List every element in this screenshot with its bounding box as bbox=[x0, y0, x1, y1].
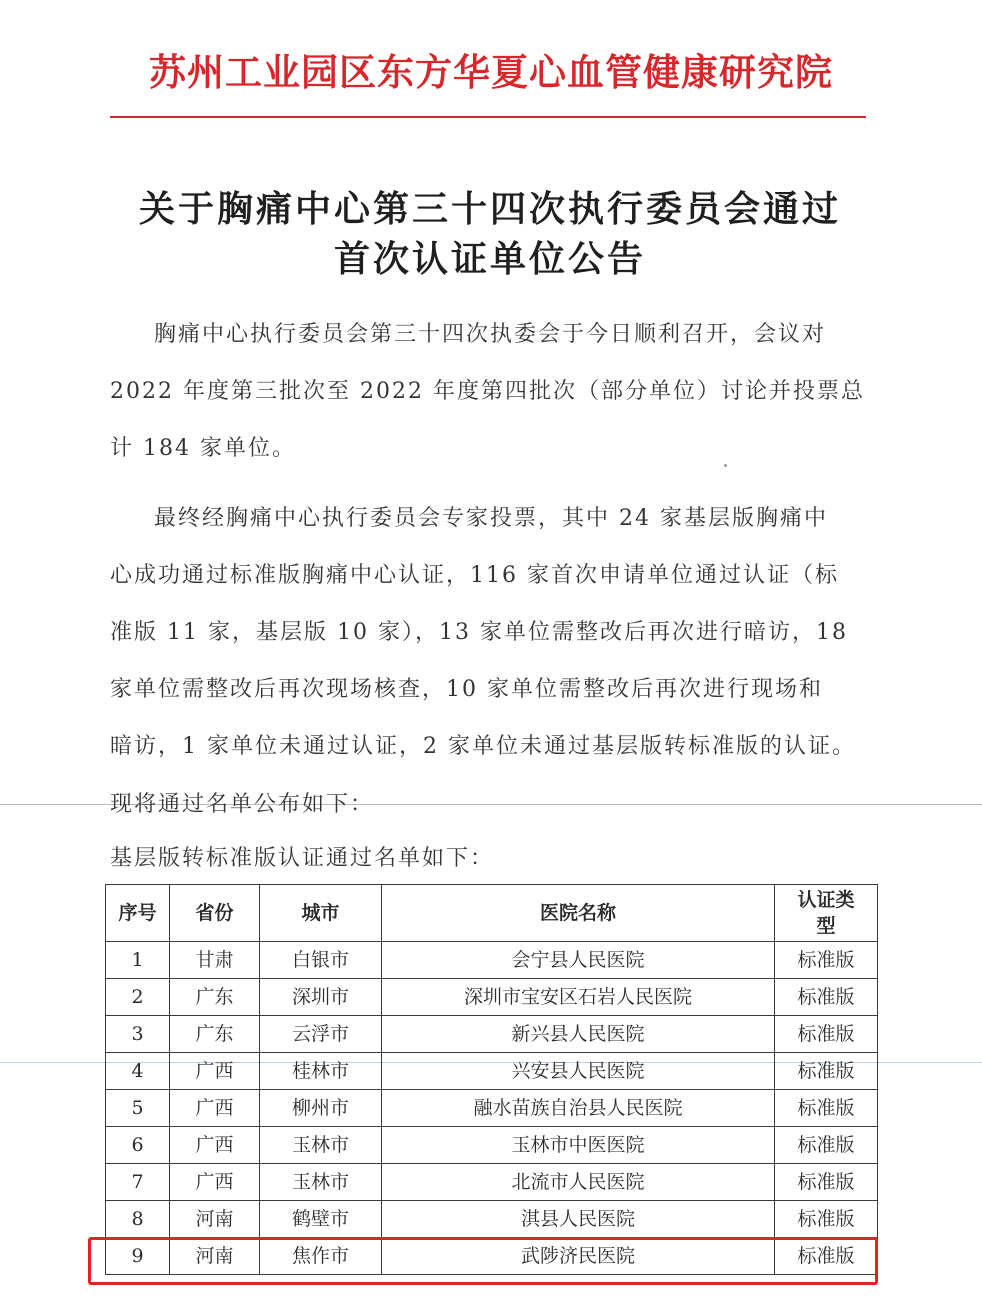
cell-hospital: 玉林市中医医院 bbox=[382, 1127, 775, 1164]
title-line-1: 关于胸痛中心第三十四次执行委员会通过 bbox=[138, 188, 841, 230]
table-header-row bbox=[106, 885, 878, 942]
table-row bbox=[106, 1201, 878, 1238]
cell-type: 标准版 bbox=[775, 1016, 878, 1053]
cell-no: 2 bbox=[106, 979, 170, 1016]
institute-header: 苏州工业园区东方华夏心血管健康研究院 bbox=[149, 50, 833, 94]
cell-city: 柳州市 bbox=[260, 1090, 382, 1127]
cell-province: 广西 bbox=[170, 1090, 260, 1127]
paragraph-line: 心成功通过标准版胸痛中心认证，116 家首次申请单位通过认证（标 bbox=[110, 563, 839, 588]
cell-no: 1 bbox=[106, 942, 170, 979]
header-province: 省份 bbox=[170, 885, 260, 942]
table-row bbox=[106, 1053, 878, 1090]
header-city: 城市 bbox=[260, 885, 382, 942]
cell-no: 9 bbox=[106, 1238, 170, 1275]
paragraph-announce bbox=[110, 776, 870, 833]
cell-type: 标准版 bbox=[775, 1090, 878, 1127]
table-row bbox=[106, 1016, 878, 1053]
paragraph-line: 现将通过名单公布如下： bbox=[110, 792, 375, 817]
table-row bbox=[106, 1090, 878, 1127]
cell-type: 标准版 bbox=[775, 1127, 878, 1164]
cell-hospital: 会宁县人民医院 bbox=[382, 942, 775, 979]
cell-hospital: 新兴县人民医院 bbox=[382, 1016, 775, 1053]
cell-city: 焦作市 bbox=[260, 1238, 382, 1275]
cell-city: 玉林市 bbox=[260, 1164, 382, 1201]
certification-table bbox=[105, 884, 878, 1275]
cell-city: 鹤壁市 bbox=[260, 1201, 382, 1238]
cell-no: 8 bbox=[106, 1201, 170, 1238]
cell-hospital: 淇县人民医院 bbox=[382, 1201, 775, 1238]
paragraph-line: 2022 年度第三批次至 2022 年度第四批次（部分单位）讨论并投票总 bbox=[110, 379, 865, 404]
cell-no: 7 bbox=[106, 1164, 170, 1201]
header-no: 序号 bbox=[106, 885, 170, 942]
cell-type: 标准版 bbox=[775, 1053, 878, 1090]
cell-city: 深圳市 bbox=[260, 979, 382, 1016]
cell-type: 标准版 bbox=[775, 979, 878, 1016]
table-row bbox=[106, 942, 878, 979]
cell-province: 甘肃 bbox=[170, 942, 260, 979]
cell-province: 广东 bbox=[170, 1016, 260, 1053]
cell-city: 桂林市 bbox=[260, 1053, 382, 1090]
cell-city: 玉林市 bbox=[260, 1127, 382, 1164]
paragraph-meeting bbox=[110, 306, 870, 477]
table-row bbox=[106, 979, 878, 1016]
paragraph-line: 计 184 家单位。 bbox=[110, 436, 296, 461]
paragraph-line: 最终经胸痛中心执行委员会专家投票，其中 24 家基层版胸痛中 bbox=[154, 506, 828, 531]
table-row bbox=[106, 1164, 878, 1201]
paragraph-results bbox=[110, 490, 870, 775]
title-line-2: 首次认证单位公告 bbox=[333, 238, 646, 280]
header-type bbox=[775, 885, 878, 942]
cell-hospital: 武陟济民医院 bbox=[382, 1238, 775, 1275]
cell-province: 广西 bbox=[170, 1127, 260, 1164]
table-row bbox=[106, 1127, 878, 1164]
highlight-annotation-box bbox=[88, 1237, 878, 1285]
cell-no: 5 bbox=[106, 1090, 170, 1127]
cell-province: 河南 bbox=[170, 1238, 260, 1275]
cell-province: 广西 bbox=[170, 1164, 260, 1201]
cell-hospital: 兴安县人民医院 bbox=[382, 1053, 775, 1090]
cell-province: 河南 bbox=[170, 1201, 260, 1238]
paragraph-line: 家单位需整改后再次现场核查，10 家单位需整改后再次进行现场和 bbox=[110, 677, 823, 702]
cell-type: 标准版 bbox=[775, 942, 878, 979]
cell-hospital: 深圳市宝安区石岩人民医院 bbox=[382, 979, 775, 1016]
cell-no: 4 bbox=[106, 1053, 170, 1090]
paragraph-list-intro bbox=[110, 830, 870, 887]
cell-province: 广西 bbox=[170, 1053, 260, 1090]
header-type-line: 型 bbox=[816, 915, 836, 937]
cell-type: 标准版 bbox=[775, 1201, 878, 1238]
cell-no: 3 bbox=[106, 1016, 170, 1053]
cell-province: 广东 bbox=[170, 979, 260, 1016]
header-divider bbox=[110, 116, 866, 118]
paragraph-line: 暗访，1 家单位未通过认证，2 家单位未通过基层版转标准版的认证。 bbox=[110, 734, 856, 759]
cell-city: 云浮市 bbox=[260, 1016, 382, 1053]
header-hospital: 医院名称 bbox=[382, 885, 775, 942]
cell-hospital: 北流市人民医院 bbox=[382, 1164, 775, 1201]
header-type-line: 认证类 bbox=[797, 889, 855, 911]
cell-hospital: 融水苗族自治县人民医院 bbox=[382, 1090, 775, 1127]
cell-type: 标准版 bbox=[775, 1238, 878, 1275]
cell-no: 6 bbox=[106, 1127, 170, 1164]
document-title bbox=[90, 184, 890, 284]
cell-city: 白银市 bbox=[260, 942, 382, 979]
cell-type: 标准版 bbox=[775, 1164, 878, 1201]
paragraph-line: 胸痛中心执行委员会第三十四次执委会于今日顺利召开，会议对 bbox=[154, 322, 827, 347]
paragraph-line: 准版 11 家，基层版 10 家），13 家单位需整改后再次进行暗访，18 bbox=[110, 620, 848, 645]
paragraph-line: 基层版转标准版认证通过名单如下： bbox=[110, 846, 495, 871]
scan-speck bbox=[724, 464, 727, 467]
